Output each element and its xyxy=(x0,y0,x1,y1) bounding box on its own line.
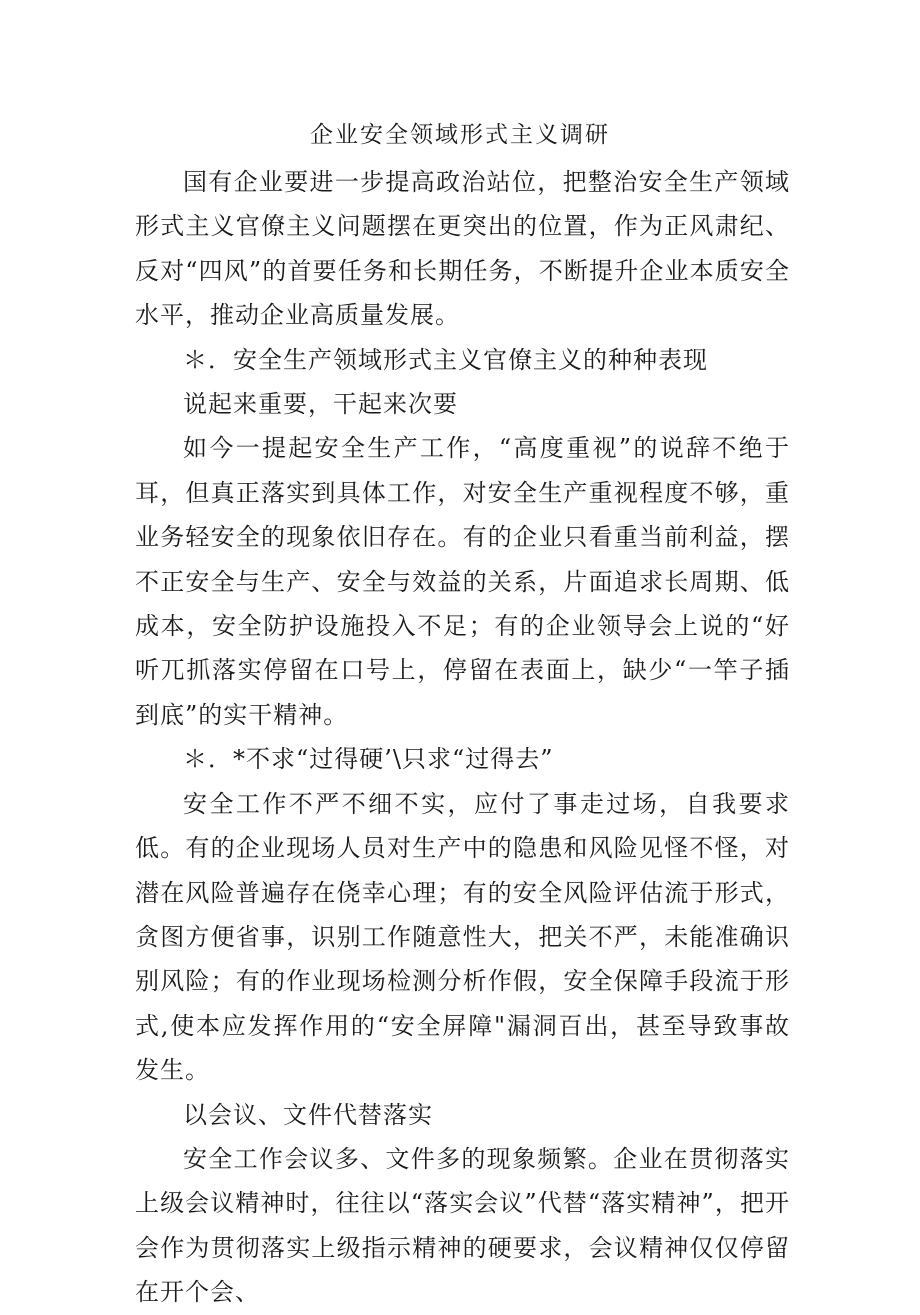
subheading-important-in-words: 说起来重要，干起来次要 xyxy=(183,390,458,419)
document-title: 企业安全领域形式主义调研 xyxy=(310,122,610,148)
document-body xyxy=(135,160,790,1315)
paragraph-meetings-documents: 安全工作会议多、文件多的现象频繁。企业在贯彻落实上级会议精神时，往往以“落实会议”代替“落实精神”，把开会作为贯彻落实上级指示精神的硬要求，会议精神仅仅停留在开个会、 xyxy=(135,1144,790,1307)
subheading-good-enough: ＊．*不求“过得硬’\只求“过得去” xyxy=(183,745,554,774)
paragraph-intro: 国有企业要进一步提高政治站位，把整治安全生产领域形式主义官僚主义问题摆在更突出的位置，作为正风肃纪、反对“四风”的首要任务和长期任务，不断提升企业本质安全水平，推动企业高质量发展。 xyxy=(135,168,790,330)
subheading-meetings-replace-action: 以会议、文件代替落实 xyxy=(183,1100,433,1129)
paragraph-lip-service: 如今一提起安全生产工作，“高度重视”的说辞不绝于耳，但真正落实到具体工作，对安全生产重视程度不够，重业务轻安全的现象依旧存在。有的企业只看重当前利益，摆不正安全与生产、安全与效益的关系，片面追求长周期、低成本，安全防护设施投入不足；有的企业领导会上说的“好听兀抓落实停留在口号上，停留在表面上，缺少“一竿子插到底”的实干精神。 xyxy=(135,434,790,729)
section-heading-manifestations: ＊．安全生产领域形式主义官僚主义的种种表现 xyxy=(183,345,708,374)
paragraph-going-through-motions: 安全工作不严不细不实，应付了事走过场，自我要求低。有的企业现场人员对生产中的隐患和风险见怪不怪，对潜在风险普遍存在侥幸心理；有的安全风险评估流于形式，贪图方便省事，识别工作随意性大，把关不严，未能准确识别风险；有的作业现场检测分析作假，安全保障手段流于形式,使本应发挥作用的“安全屏障"漏洞百出，甚至导致事故发生。 xyxy=(135,789,790,1085)
